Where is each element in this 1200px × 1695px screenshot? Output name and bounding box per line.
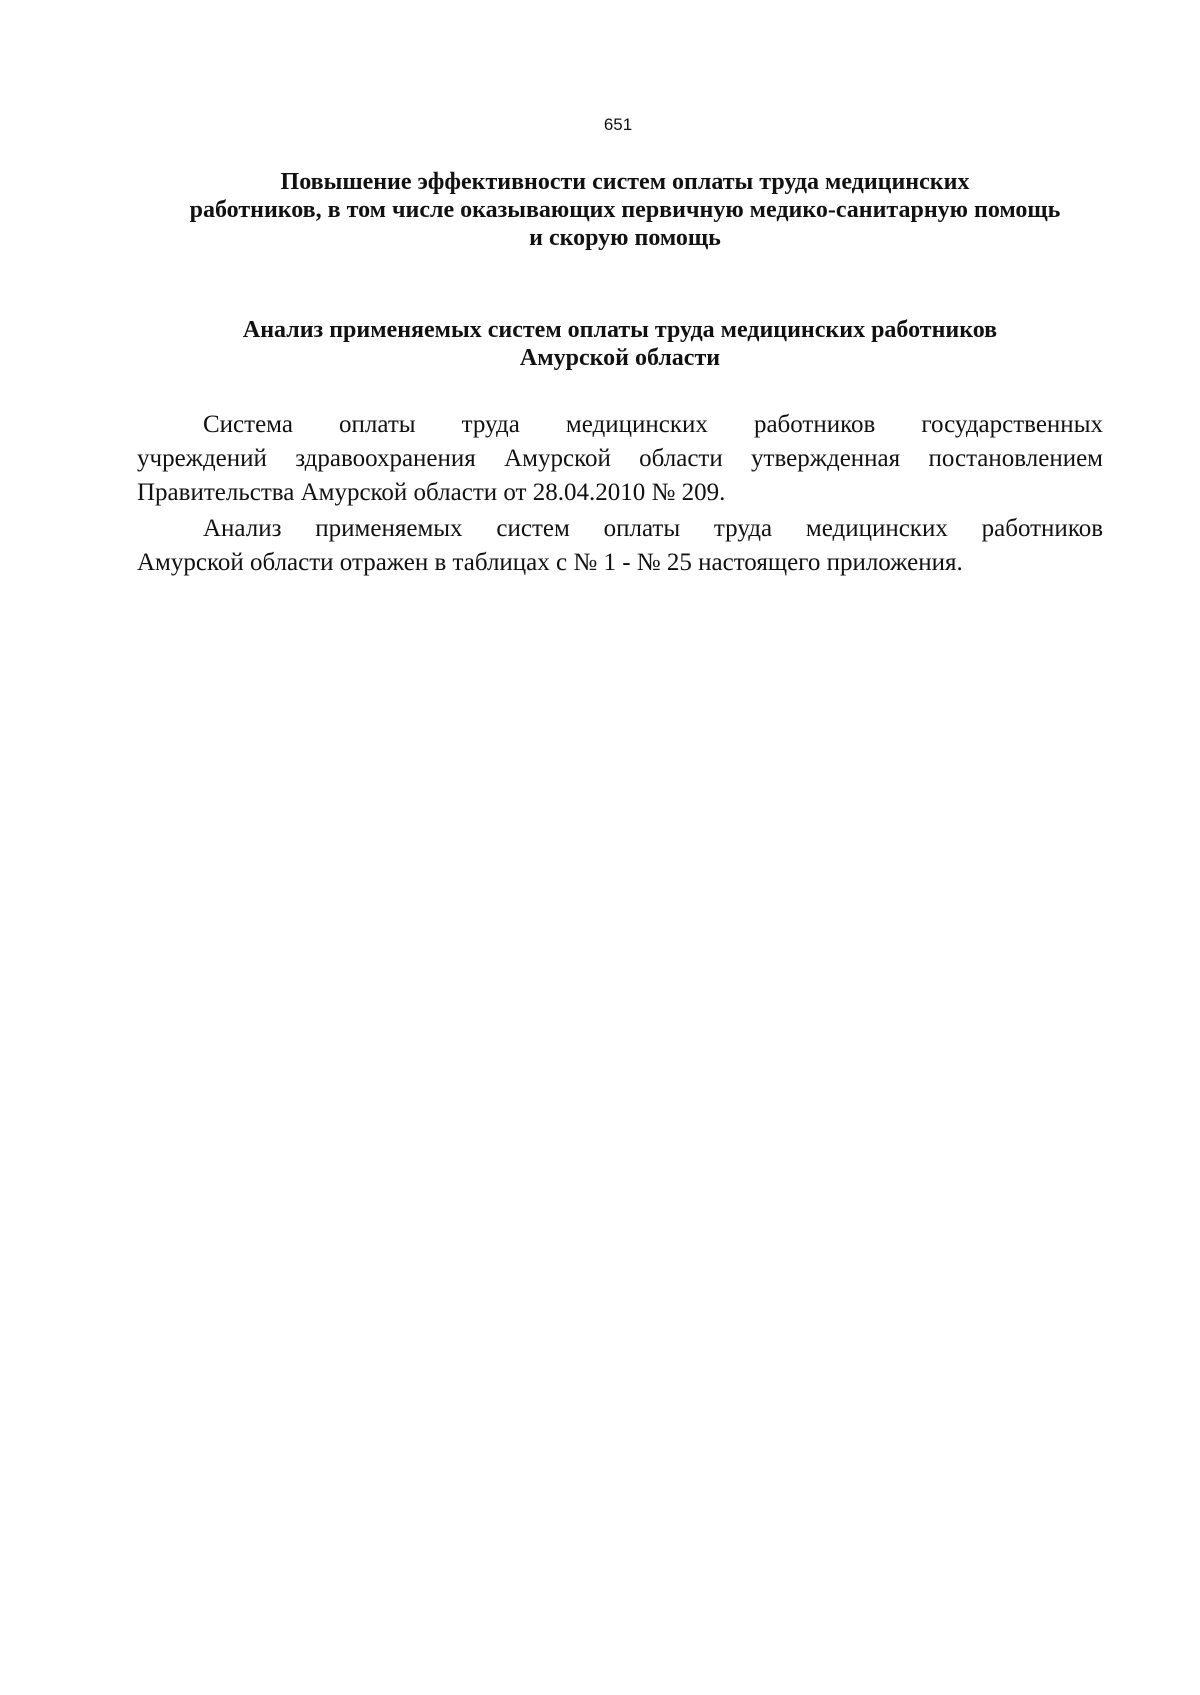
body-text: [137, 408, 1103, 582]
paragraph-line: Система оплаты труда медицинских работников государственных: [203, 411, 1103, 438]
paragraph-line: учреждений здравоохранения Амурской области утвержденная постановлением: [137, 445, 1103, 472]
page-number: 651: [603, 115, 633, 134]
paragraph-line: Амурской области отражен в таблицах с № 1 - № 25 настоящего приложения.: [137, 549, 963, 576]
document-title: [130, 168, 1120, 252]
section-heading: [140, 316, 1100, 372]
document-title-line: Повышение эффективности систем оплаты труда медицинских: [280, 169, 970, 195]
section-heading-line: Анализ применяемых систем оплаты труда медицинских работников: [242, 317, 998, 343]
paragraph: [137, 512, 1103, 580]
document-title-line: и скорую помощь: [529, 225, 721, 251]
document-title-line: работников, в том числе оказывающих первичную медико-санитарную помощь: [189, 197, 1061, 223]
paragraph-line: Правительства Амурской области от 28.04.2010 № 209.: [137, 479, 726, 506]
section-heading-line: Амурской области: [519, 345, 721, 371]
paragraph: [137, 408, 1103, 510]
paragraph-line: Анализ применяемых систем оплаты труда медицинских работников: [203, 515, 1103, 542]
